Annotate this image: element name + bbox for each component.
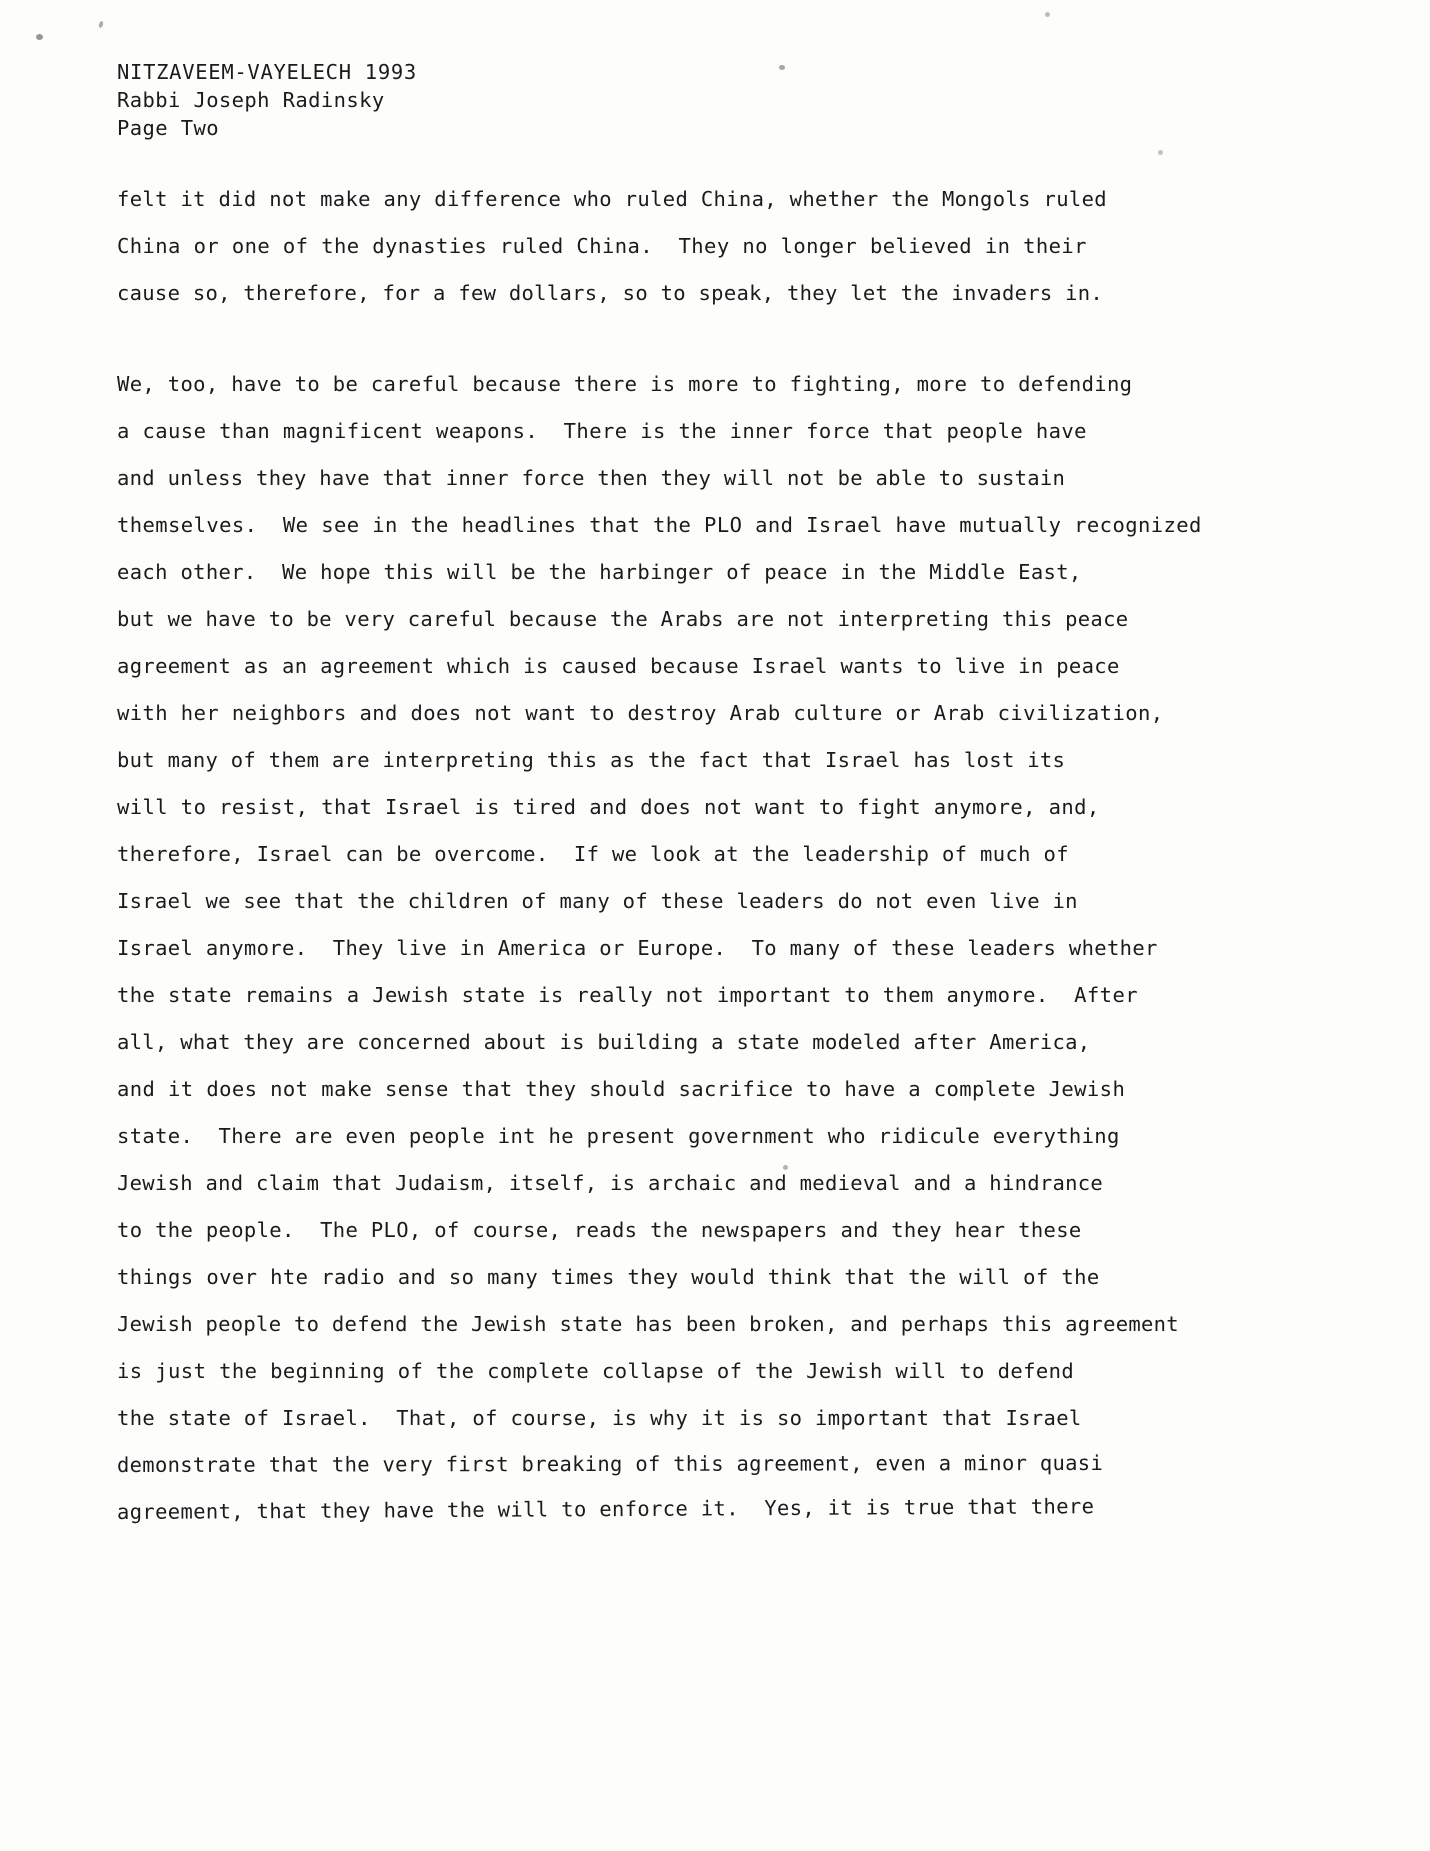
text-line: cause so, therefore, for a few dollars, so to speak, they let the invaders in. — [117, 281, 1104, 305]
scan-speck-icon — [98, 21, 104, 29]
text-line: agreement as an agreement which is caused because Israel wants to live in peace — [117, 654, 1120, 678]
text-line: will to resist, that Israel is tired and does not want to fight anymore, and, — [117, 795, 1100, 819]
text-line: Jewish and claim that Judaism, itself, is archaic and medieval and a hindrance — [117, 1171, 1104, 1195]
text-line: the state of Israel. That, of course, is why it is so important that Israel — [117, 1406, 1082, 1430]
paragraph-1 — [117, 176, 1297, 317]
paragraph-2 — [117, 361, 1297, 1536]
document-author: Rabbi Joseph Radinsky — [117, 88, 385, 112]
scan-speck-icon — [1045, 12, 1050, 17]
text-line: agreement, that they have the will to enforce it. Yes, it is true that there — [116, 1494, 1095, 1524]
text-line: felt it did not make any difference who ruled China, whether the Mongols ruled — [117, 187, 1107, 211]
text-line: China or one of the dynasties ruled China. They no longer believed in their — [117, 234, 1087, 258]
text-line: Israel anymore. They live in America or Europe. To many of these leaders whether — [117, 936, 1158, 960]
text-line: a cause than magnificent weapons. There is the inner force that people have — [117, 419, 1087, 443]
text-line: Israel we see that the children of many of these leaders do not even live in — [117, 889, 1078, 913]
text-line: and it does not make sense that they should sacrifice to have a complete Jewish — [117, 1077, 1126, 1101]
text-line: We, too, have to be careful because there is more to fighting, more to defending — [117, 372, 1133, 396]
document-header — [117, 58, 1297, 142]
text-line: the state remains a Jewish state is really not important to them anymore. After — [117, 983, 1138, 1007]
text-line: demonstrate that the very first breaking of this agreement, even a minor quasi — [116, 1450, 1104, 1477]
text-line: and unless they have that inner force then they will not be able to sustain — [117, 466, 1066, 490]
page-content — [117, 58, 1297, 1536]
text-line: state. There are even people int he present government who ridicule everything — [117, 1124, 1120, 1148]
text-line: is just the beginning of the complete collapse of the Jewish will to defend — [117, 1359, 1075, 1383]
text-line: therefore, Israel can be overcome. If we look at the leadership of much of — [117, 842, 1069, 866]
document-title: NITZAVEEM-VAYELECH 1993 — [117, 60, 417, 84]
text-line: things over hte radio and so many times they would think that the will of the — [117, 1265, 1100, 1289]
page-number-label: Page Two — [117, 116, 219, 140]
text-line: but many of them are interpreting this as the fact that Israel has lost its — [117, 748, 1066, 772]
text-line: but we have to be very careful because the Arabs are not interpreting this peace — [117, 607, 1129, 631]
text-line: themselves. We see in the headlines that the PLO and Israel have mutually recognized — [117, 513, 1202, 537]
text-line: to the people. The PLO, of course, reads the newspapers and they hear these — [117, 1218, 1082, 1242]
text-line: all, what they are concerned about is building a state modeled after America, — [117, 1030, 1091, 1054]
text-line: Jewish people to defend the Jewish state has been broken, and perhaps this agreement — [117, 1312, 1179, 1336]
text-line: with her neighbors and does not want to destroy Arab culture or Arab civilization, — [117, 701, 1164, 725]
scan-speck-icon — [36, 34, 43, 40]
text-line: each other. We hope this will be the harbinger of peace in the Middle East, — [117, 560, 1082, 584]
